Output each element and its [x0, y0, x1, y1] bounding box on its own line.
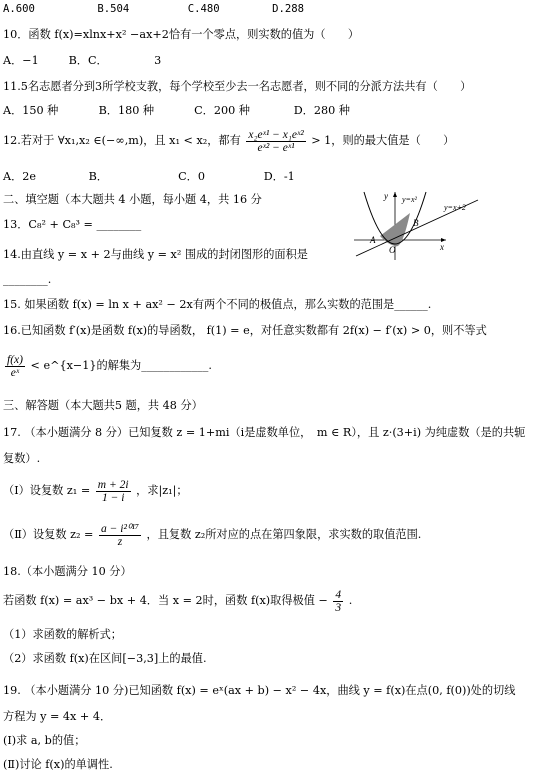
q13: 13．C₈² + C₈³ = ________	[3, 218, 142, 231]
q17-part-2-start: （Ⅱ）设复数 z₂ =	[3, 528, 94, 541]
origin-label: O	[389, 245, 396, 255]
q12-option-a: A．2e	[3, 170, 37, 183]
q17-part-2-end: ，且复数 z₂所对应的点在第四象限，求实数的取值范围.	[146, 528, 422, 541]
q18-part-2: （2）求函数 f(x)在区间[−3,3]上的最值.	[3, 652, 207, 665]
q11-stem: 11.5名志愿者分到3所学校支教，每个学校至少去一名志愿者，则不同的分派方法共有（ ）	[3, 80, 472, 93]
q17-part-1-fraction	[96, 479, 131, 504]
q18-stem-end: .	[348, 594, 353, 607]
q9-option-b: B.504	[97, 3, 130, 15]
q18-heading: 18.（本小题满分 10 分）	[3, 565, 132, 578]
q19-part-1: (Ⅰ)求 a, b的值；	[3, 734, 86, 747]
q10-stem: 10．函数 f(x)=xlnx+x² −ax+2恰有一个零点，则实数的值为（ ）	[3, 28, 360, 41]
q14-answer-blank: ________.	[3, 273, 52, 286]
q16-continuation	[3, 352, 212, 380]
q17-part-2-numerator: a − i²⁰¹⁷	[100, 522, 139, 535]
section-fill-in-heading: 二、填空题（本大题共 4 小题，每小题 4，共 16 分	[3, 193, 262, 206]
q17-stem-continued: 复数）.	[3, 452, 41, 465]
parabola-label: y=x²	[402, 195, 417, 204]
q9-option-c: C.480	[187, 3, 220, 15]
point-a-label: A	[370, 235, 376, 245]
q19-part-2: (Ⅱ)讨论 f(x)的单调性.	[3, 758, 113, 771]
q12-fraction-denominator: eˣ² − eˣ¹	[257, 141, 295, 154]
q17-part-1-numerator: m + 2i	[97, 478, 129, 491]
q12-stem-end: > 1，则的最大值是（ ）	[311, 134, 455, 147]
q11-option-b: B．180 种	[98, 104, 155, 117]
q12-stem-start: 12.若对于 ∀x₁,x₂ ∈(−∞,m)，且 x₁ < x₂，都有	[3, 134, 241, 147]
q18-stem-start: 若函数 f(x) = ax³ − bx + 4．当 x = 2时，函数 f(x)取得极值 −	[3, 594, 328, 607]
q16-inequality-text: < e^{x−1}的解集为____________.	[30, 359, 212, 372]
q15: 15. 如果函数 f(x) = ln x + ax² − 2x有两个不同的极值点，那么实数的范围是______.	[3, 298, 432, 311]
q17-part-1-start: （Ⅰ）设复数 z₁ =	[3, 484, 91, 497]
q10-option-bc: B．C．	[68, 54, 108, 67]
q10-option-d: 3	[154, 54, 162, 67]
q18-stem	[3, 586, 352, 616]
q19-stem: 19. （本小题满分 10 分)已知函数 f(x) = eˣ(ax + b) − x² − 4x，曲线 y = f(x)在点(0, f(0))处的切线	[3, 684, 516, 697]
q18-part-1: （1）求函数的解析式；	[3, 628, 122, 641]
q9-option-d: D.288	[272, 3, 305, 15]
x-axis-label: x	[440, 242, 444, 252]
q11-option-c: C．200 种	[194, 104, 250, 117]
q16-stem: 16.已知函数 f′(x)是函数 f(x)的导函数， f(1) = e，对任意实数都有 2f(x) − f′(x) > 0，则不等式	[3, 324, 487, 337]
q16-fraction	[5, 354, 25, 379]
q17-part-2	[3, 520, 421, 550]
q9-option-a: A.600	[3, 3, 35, 15]
q18-fraction-numerator: 4	[335, 588, 342, 601]
q16-fraction-numerator: f(x)	[7, 353, 23, 366]
q14-graph	[350, 190, 480, 262]
q12-options	[3, 170, 295, 184]
q18-fraction-denominator: 3	[335, 601, 342, 614]
q17-part-2-denominator: z	[117, 535, 123, 548]
q11-option-d: D．280 种	[293, 104, 350, 117]
q17-part-2-fraction	[99, 523, 141, 548]
point-b-label: B	[413, 218, 419, 228]
q12-stem	[3, 128, 454, 154]
q14-stem: 14.由直线 y = x + 2与曲线 y = x² 围成的封闭图形的面积是	[3, 248, 308, 261]
q12-option-d: D．-1	[263, 170, 295, 183]
q10-options	[3, 54, 161, 68]
q18-fraction	[333, 589, 343, 614]
q11-option-a: A．150 种	[3, 104, 59, 117]
q17-stem: 17. （本小题满分 8 分）已知复数 z = 1+mi（i是虚数单位， m ∈ R），且 z·(3+i) 为纯虚数（是的共轭	[3, 426, 526, 439]
q17-part-1	[3, 476, 188, 506]
q12-option-b: B．	[88, 170, 108, 183]
q12-fraction	[246, 129, 305, 154]
q16-fraction-denominator: eˣ	[10, 366, 20, 379]
section-solutions-heading: 三、解答题（本大题共5 题，共 48 分）	[3, 399, 203, 412]
y-axis-label: y	[384, 191, 388, 201]
q11-options	[3, 104, 350, 118]
q17-part-1-denominator: 1 − i	[101, 491, 125, 504]
line-label: y=x+2	[444, 203, 466, 212]
y-axis-arrow	[393, 192, 397, 197]
q12-fraction-numerator: x₂eˣ¹ − x₁eˣ²	[248, 128, 304, 141]
q10-option-a: A．−1	[3, 54, 39, 67]
q12-option-c: C．0	[178, 170, 205, 183]
q9-options	[3, 2, 304, 16]
q17-part-1-end: ，求|z₁|；	[136, 484, 188, 497]
q19-stem-continued: 方程为 y = 4x + 4．	[3, 710, 112, 723]
